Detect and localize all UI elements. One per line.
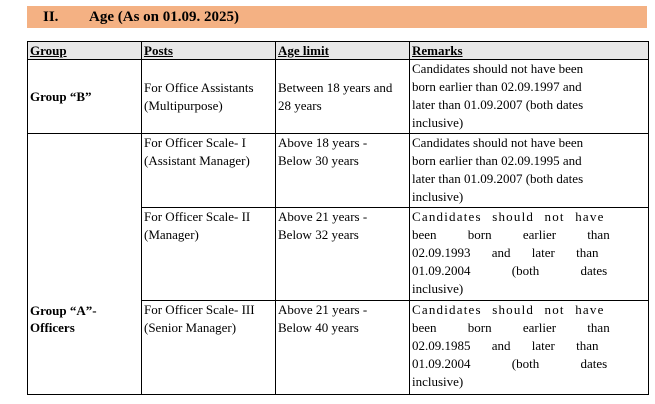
post-subtitle: (Senior Manager) [144, 320, 237, 335]
remark-text: Candidates should not have [412, 302, 605, 317]
remark-line: Candidates should not have been [412, 135, 584, 150]
header-remarks: Remarks [410, 42, 649, 60]
group-cell [28, 134, 142, 395]
age-limit-line: Above 21 years - [278, 209, 368, 224]
age-limit-cell [276, 208, 410, 301]
header-posts: Posts [142, 42, 276, 60]
group-label-line: Group “A”- [30, 303, 97, 318]
group-label-line: Officers [30, 320, 75, 335]
section-title: Age (As on 01.09. 2025) [89, 9, 239, 25]
remark-text: Candidates should not have [412, 209, 605, 224]
remarks-cell [410, 301, 649, 395]
table-row [28, 134, 649, 208]
remark-line: born earlier than 02.09.1997 and [412, 79, 582, 94]
remark-line: Candidates should not have been [412, 61, 584, 76]
post-subtitle: (Multipurpose) [144, 97, 223, 113]
age-limit-cell [276, 134, 410, 208]
remark-line: later than 01.09.2007 (both dates [412, 97, 584, 112]
age-limit-line: 28 years [278, 97, 322, 113]
post-subtitle: (Manager) [144, 227, 199, 242]
age-limit-line: Below 32 years [278, 227, 359, 242]
remark-line: born earlier than 02.09.1995 and [412, 153, 582, 168]
age-table [27, 41, 649, 395]
remarks-cell [410, 60, 649, 134]
age-limit-line: Above 18 years - [278, 135, 368, 150]
age-limit-line: Below 40 years [278, 320, 359, 335]
remark-line: 01.09.2004 (both dates [412, 356, 608, 371]
header-group: Group [28, 42, 142, 60]
posts-cell [142, 134, 276, 208]
remark-line: inclusive) [412, 374, 464, 389]
table-row [28, 60, 649, 134]
remark-line: later than 01.09.2007 (both dates [412, 171, 584, 186]
age-limit-cell [276, 60, 410, 134]
post-subtitle: (Assistant Manager) [144, 153, 250, 168]
remark-line: inclusive) [412, 115, 464, 130]
section-number: II. [43, 9, 59, 25]
posts-cell [142, 60, 276, 134]
section-header [27, 6, 647, 28]
remark-line: been born earlier than [412, 320, 610, 335]
group-cell: Group “B” [28, 60, 142, 134]
remark-line: been born earlier than [412, 227, 610, 242]
header-age-limit: Age limit [276, 42, 410, 60]
age-limit-line: Above 21 years - [278, 302, 368, 317]
remark-line: inclusive) [412, 281, 464, 296]
post-name: For Officer Scale- I [144, 135, 246, 150]
posts-cell [142, 208, 276, 301]
remark-line: 02.09.1985 and later than [412, 338, 599, 353]
age-limit-line: Between 18 years and [278, 79, 393, 95]
remark-line: inclusive) [412, 189, 464, 204]
remark-line [412, 208, 646, 226]
remark-line: 02.09.1993 and later than [412, 245, 599, 260]
remark-line [412, 301, 646, 319]
remarks-cell [410, 208, 649, 301]
post-name: For Officer Scale- III [144, 302, 255, 317]
age-limit-line: Below 30 years [278, 153, 359, 168]
post-name: For Officer Scale- II [144, 209, 251, 224]
post-name: For Office Assistants [144, 79, 254, 95]
remark-line: 01.09.2004 (both dates [412, 263, 608, 278]
posts-cell [142, 301, 276, 395]
remarks-cell [410, 134, 649, 208]
age-limit-cell [276, 301, 410, 395]
table-header-row [28, 42, 649, 60]
